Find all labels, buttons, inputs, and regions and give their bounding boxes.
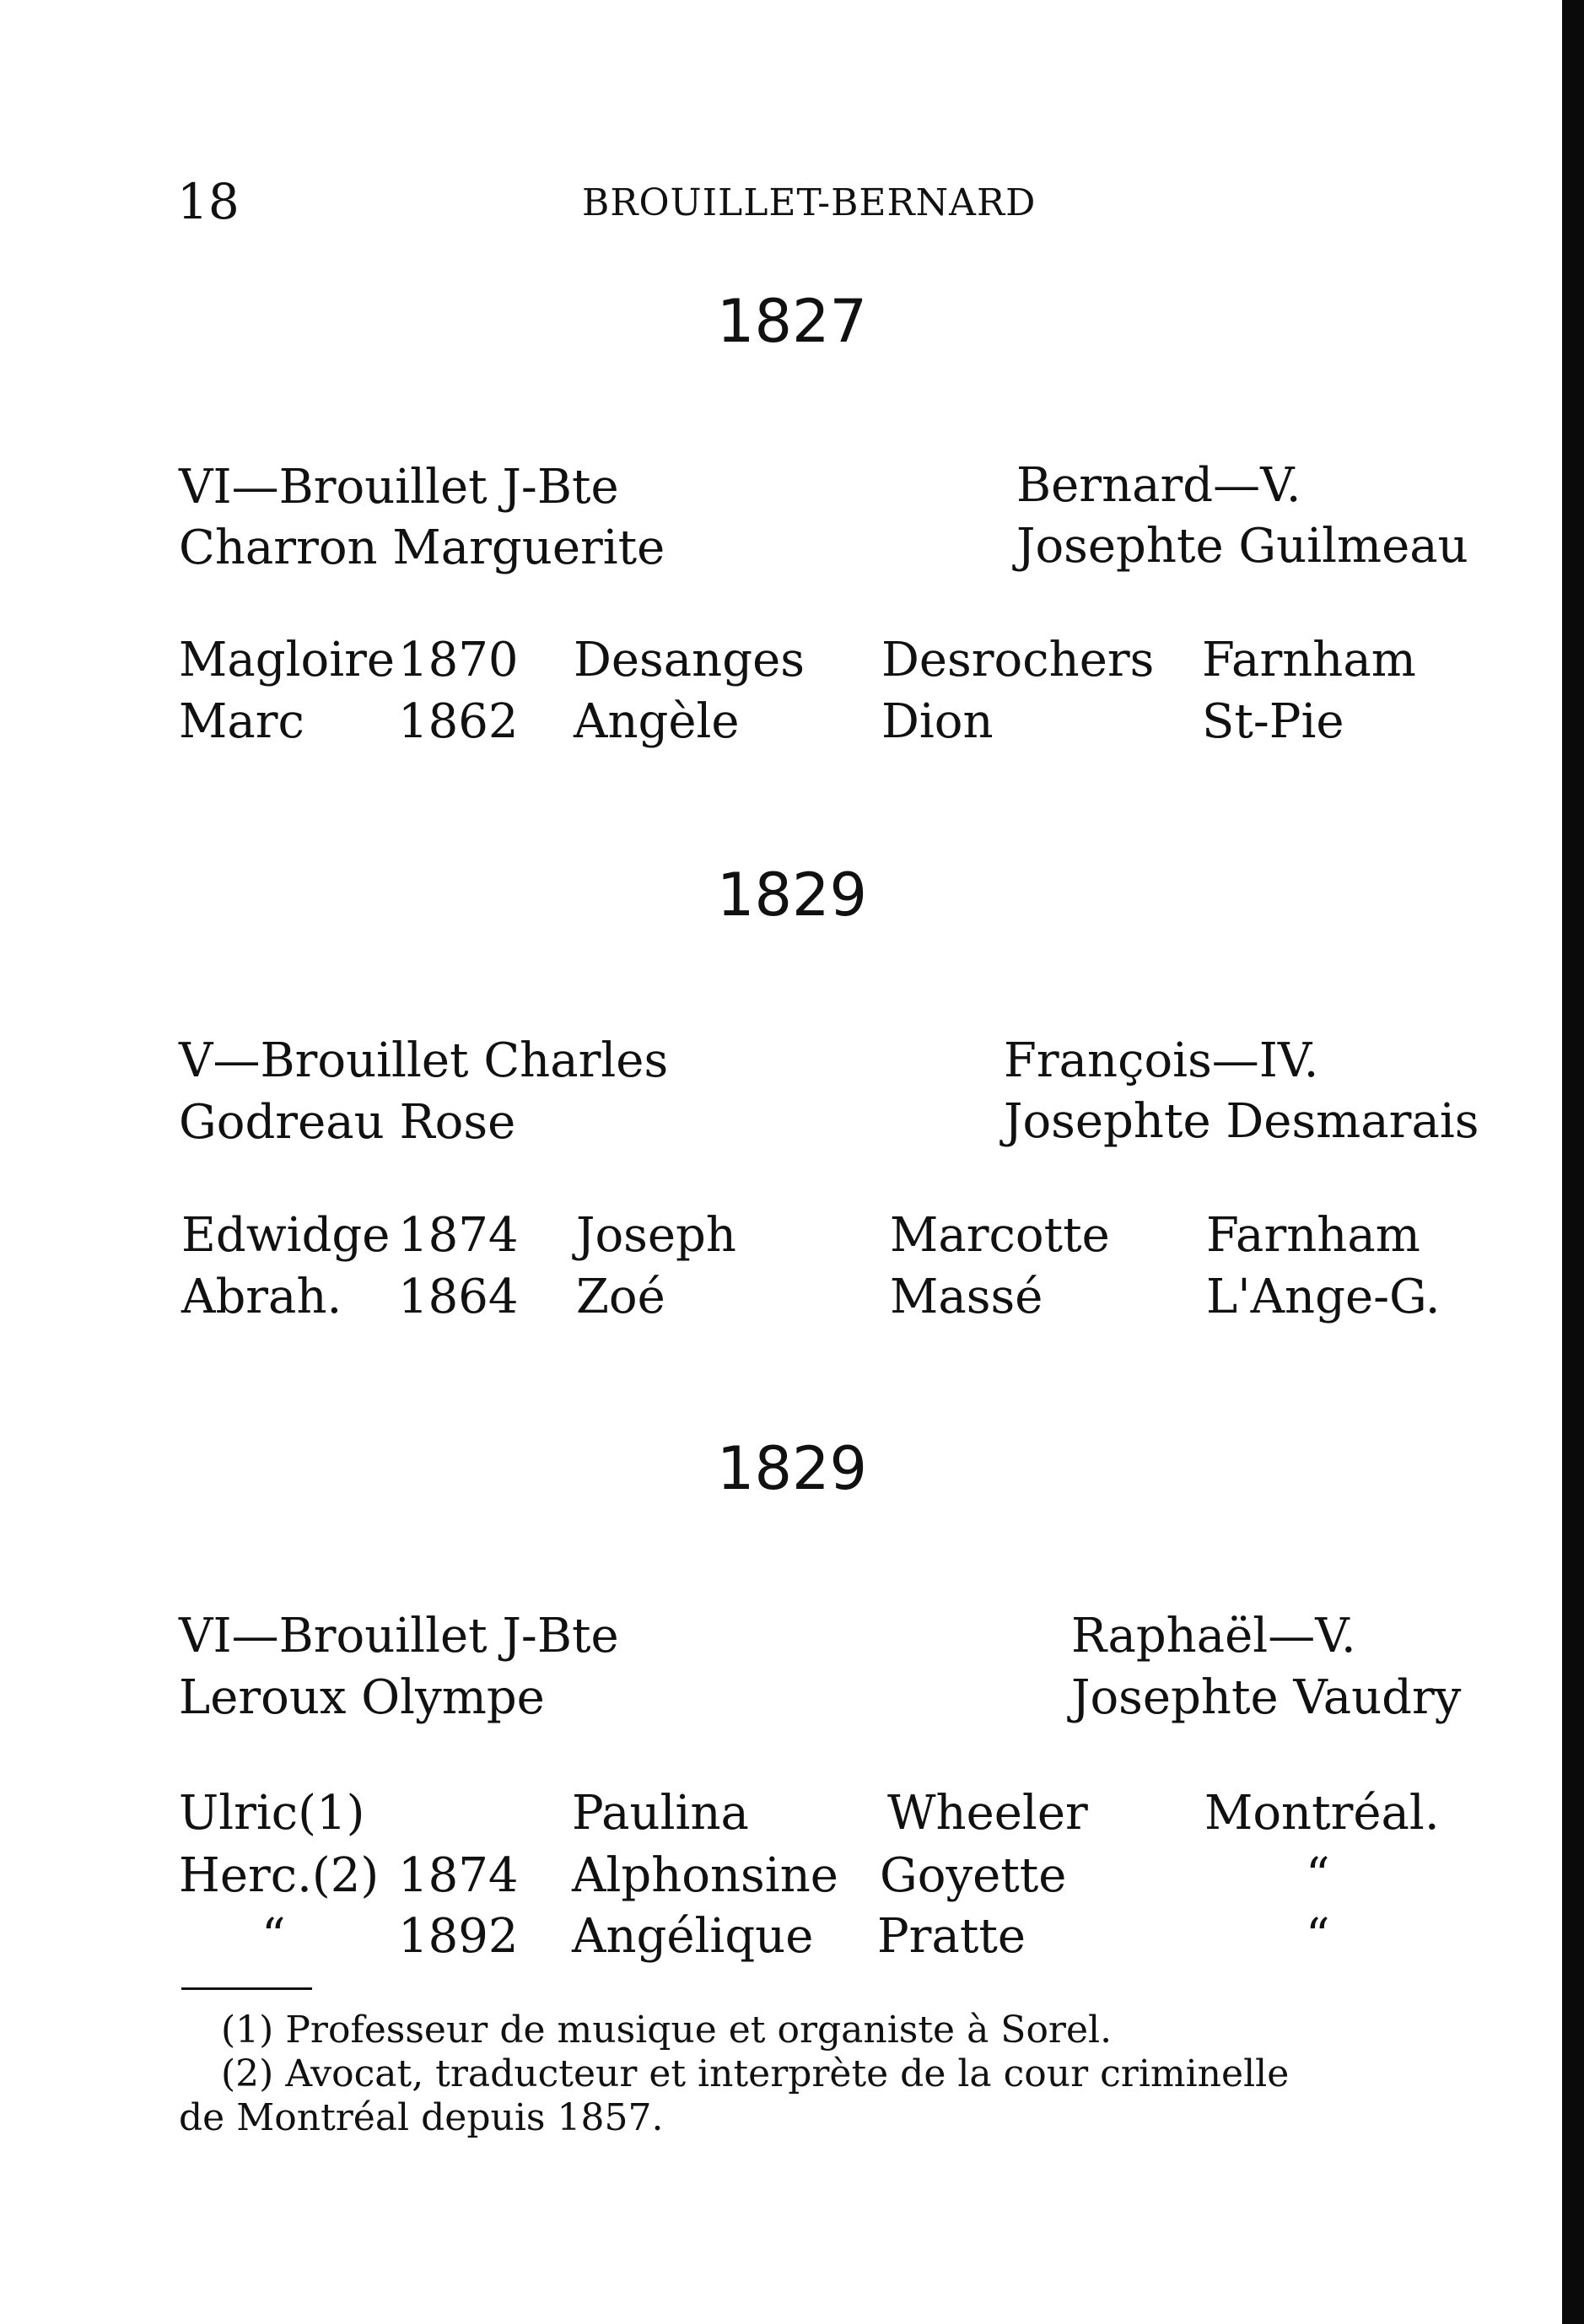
wife-name: Godreau Rose (179, 1095, 516, 1150)
parish: Farnham (1206, 1208, 1420, 1263)
spouse-firstname: Joseph (576, 1208, 736, 1263)
marriage-year: 1874 (398, 1848, 519, 1903)
ditto-mark: “ (261, 1909, 286, 1964)
ditto-mark: “ (1306, 1848, 1330, 1903)
spouse-firstname: Paulina (572, 1786, 749, 1841)
spouse-surname: Massé (890, 1270, 1043, 1324)
wife-name: Charron Marguerite (179, 520, 665, 575)
parish: Montréal. (1204, 1786, 1440, 1841)
spouse-surname: Pratte (877, 1909, 1026, 1964)
father-name: François—IV. (1004, 1033, 1319, 1088)
entry-year: 1827 (716, 287, 868, 356)
footnote-rule (181, 1987, 312, 1990)
child-name: Magloire (179, 633, 396, 687)
spouse-surname: Goyette (880, 1848, 1067, 1903)
spouse-surname: Wheeler (887, 1786, 1088, 1841)
marriage-year: 1862 (398, 694, 519, 749)
spouse-firstname: Angèle (574, 694, 740, 749)
child-name: Abrah. (181, 1270, 342, 1324)
spouse-firstname: Desanges (574, 633, 805, 687)
footnote-2-continued: de Montréal depuis 1857. (179, 2096, 664, 2139)
spouse-surname: Dion (881, 694, 994, 749)
mother-name: Josephte Desmarais (1004, 1094, 1479, 1149)
marriage-year: 1864 (398, 1270, 519, 1324)
child-name: Ulric(1) (179, 1786, 365, 1841)
husband-name: VI—Brouillet J-Bte (179, 460, 619, 515)
running-head: BROUILLET-BERNARD (582, 181, 1037, 224)
ditto-mark: “ (1306, 1909, 1330, 1964)
page-number: 18 (177, 173, 240, 230)
spouse-surname: Marcotte (890, 1208, 1110, 1263)
child-name: Marc (179, 694, 304, 749)
wife-name: Leroux Olympe (179, 1670, 545, 1725)
parish: St-Pie (1202, 694, 1344, 749)
spouse-firstname: Angélique (572, 1909, 814, 1964)
spouse-surname: Desrochers (881, 633, 1155, 687)
child-name: Edwidge (181, 1208, 391, 1263)
spouse-firstname: Zoé (576, 1270, 665, 1324)
footnote-1: (1) Professeur de musique et organiste à Sorel. (221, 2009, 1113, 2052)
marriage-year: 1870 (398, 633, 519, 687)
parish: Farnham (1202, 633, 1416, 687)
footnote-2: (2) Avocat, traducteur et interprète de la cour criminelle (221, 2052, 1290, 2095)
marriage-year: 1892 (398, 1909, 519, 1964)
husband-name: V—Brouillet Charles (179, 1033, 669, 1088)
husband-name: VI—Brouillet J-Bte (179, 1609, 619, 1663)
father-name: Bernard—V. (1016, 458, 1301, 513)
entry-year: 1829 (716, 860, 868, 930)
child-name: Herc.(2) (179, 1848, 380, 1903)
spouse-firstname: Alphonsine (572, 1848, 838, 1903)
parish: L'Ange-G. (1206, 1270, 1441, 1324)
mother-name: Josephte Vaudry (1071, 1670, 1462, 1725)
entry-year: 1829 (716, 1434, 868, 1503)
mother-name: Josephte Guilmeau (1016, 519, 1468, 574)
father-name: Raphaël—V. (1071, 1609, 1356, 1663)
marriage-year: 1874 (398, 1208, 519, 1263)
